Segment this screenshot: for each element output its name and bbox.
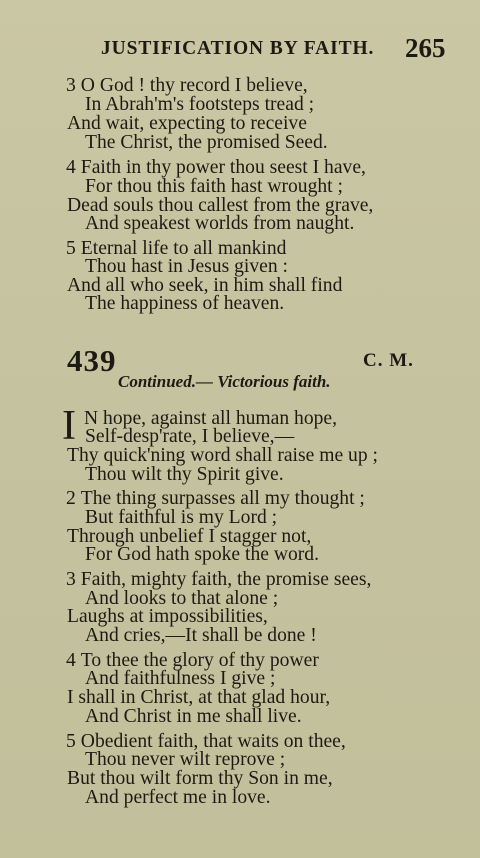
stanza-line: For thou this faith hast wrought ; bbox=[85, 176, 343, 197]
stanza-line: 4 To thee the glory of thy power bbox=[66, 650, 319, 671]
stanza-line: In Abrah'm's footsteps tread ; bbox=[85, 94, 315, 115]
stanza-line: 4 Faith in thy power thou seest I have, bbox=[66, 157, 366, 178]
stanza-line: The Christ, the promised Seed. bbox=[85, 132, 328, 153]
stanza-line: But faithful is my Lord ; bbox=[85, 507, 278, 528]
stanza-line: And faithfulness I give ; bbox=[85, 668, 276, 689]
stanza-line: And wait, expecting to receive bbox=[67, 113, 307, 134]
stanza-number: 3 bbox=[66, 569, 76, 590]
stanza-line: Self-desp'rate, I believe,— bbox=[85, 426, 295, 447]
stanza-line: Thou wilt thy Spirit give. bbox=[85, 464, 284, 485]
stanza-line: And Christ in me shall live. bbox=[85, 706, 302, 727]
stanza-number: 4 bbox=[66, 157, 76, 178]
stanza-line: Laughs at impossibilities, bbox=[67, 606, 268, 627]
hymn-meter: C. M. bbox=[363, 350, 414, 371]
stanza-line: Thy quick'ning word shall raise me up ; bbox=[67, 445, 378, 466]
hymn-number: 439 bbox=[67, 343, 117, 378]
stanza-line: 3 O God ! thy record I believe, bbox=[66, 75, 308, 96]
page-number: 265 bbox=[405, 33, 446, 63]
drop-cap: I bbox=[62, 403, 76, 449]
stanza-line: Thou never wilt reprove ; bbox=[85, 749, 286, 770]
stanza-line: Dead souls thou callest from the grave, bbox=[67, 195, 374, 216]
stanza-number: 4 bbox=[66, 650, 76, 671]
hymn-subtitle: Continued.— Victorious faith. bbox=[118, 372, 331, 391]
stanza-line: And speakest worlds from naught. bbox=[85, 213, 355, 234]
stanza-line: N hope, against all human hope, bbox=[84, 408, 338, 429]
stanza-line: 5 Obedient faith, that waits on thee, bbox=[66, 731, 346, 752]
stanza-number: 5 bbox=[66, 731, 76, 752]
stanza-line: 3 Faith, mighty faith, the promise sees, bbox=[66, 569, 372, 590]
stanza-line: But thou wilt form thy Son in me, bbox=[67, 768, 333, 789]
stanza-number: 3 bbox=[66, 75, 76, 96]
stanza-line: And looks to that alone ; bbox=[85, 588, 279, 609]
stanza-line: I shall in Christ, at that glad hour, bbox=[67, 687, 331, 708]
stanza-line: The happiness of heaven. bbox=[85, 293, 285, 314]
stanza-line: 5 Eternal life to all mankind bbox=[66, 238, 287, 259]
page-header bbox=[0, 33, 480, 63]
stanza-line: 2 The thing surpasses all my thought ; bbox=[66, 488, 365, 509]
stanza-number: 5 bbox=[66, 238, 76, 259]
stanza-line: Through unbelief I stagger not, bbox=[67, 526, 312, 547]
stanza-line: And all who seek, in him shall find bbox=[67, 275, 343, 296]
stanza-line: And cries,—It shall be done ! bbox=[85, 625, 317, 646]
stanza-number: 2 bbox=[66, 488, 76, 509]
stanza-line: For God hath spoke the word. bbox=[85, 544, 320, 565]
running-title: JUSTIFICATION BY FAITH. bbox=[101, 38, 375, 59]
stanza-line: And perfect me in love. bbox=[85, 787, 271, 808]
stanza-line: Thou hast in Jesus given : bbox=[85, 256, 288, 277]
